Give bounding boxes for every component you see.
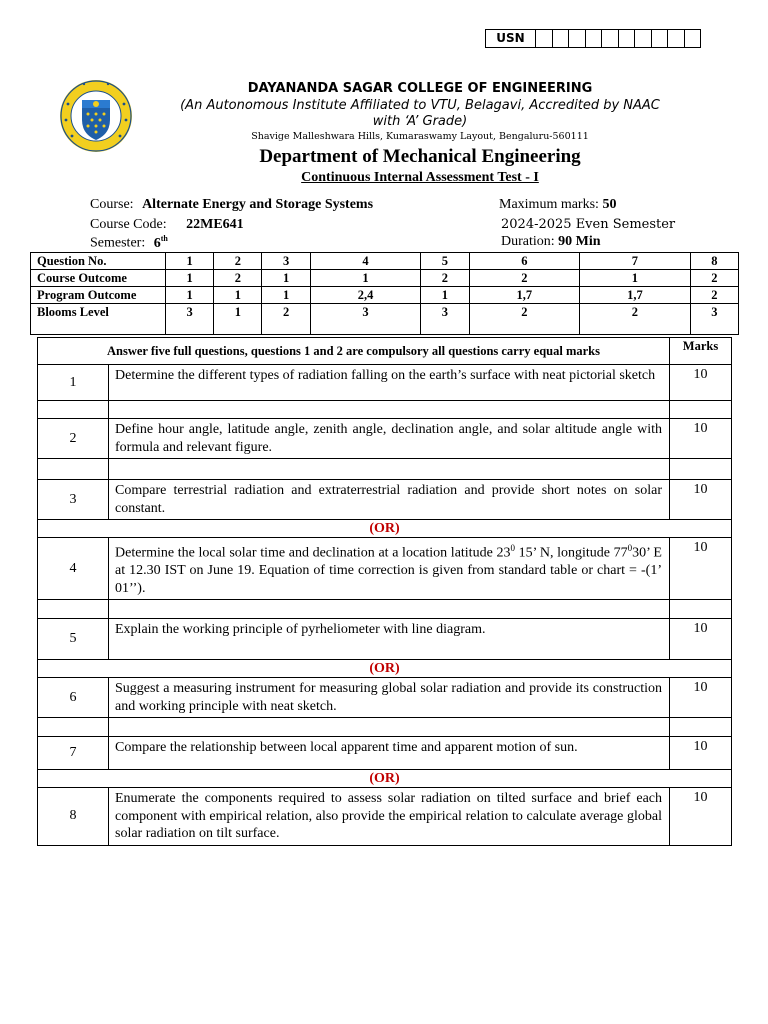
question-marks: 10 — [670, 678, 732, 718]
spacer-row — [38, 600, 732, 619]
cell: 7 — [580, 253, 691, 270]
usn-cell — [602, 30, 619, 47]
question-text: Compare the relationship between local apparent time and apparent motion of sun. — [109, 737, 670, 770]
usn-cell — [668, 30, 685, 47]
question-text-part: 30’ E at 12.30 IST on June 19. Equation of time correction is given from standard table or chart = -(1’ 01’’). — [115, 545, 662, 596]
cell: 1 — [262, 287, 310, 304]
cell: 6 — [469, 253, 580, 270]
question-row — [38, 480, 732, 520]
cell: 1 — [214, 304, 262, 335]
course-code-line — [90, 217, 244, 233]
department-title: Department of Mechanical Engineering — [259, 146, 581, 167]
cell: 2 — [580, 304, 691, 335]
question-row — [38, 737, 732, 770]
test-title: Continuous Internal Assessment Test - I — [301, 170, 539, 185]
or-row — [38, 660, 732, 678]
spacer-cell — [38, 459, 109, 480]
max-marks-label: Maximum marks: — [499, 197, 599, 212]
semester-sup: th — [160, 234, 168, 243]
question-row — [38, 619, 732, 660]
cell: 2 — [690, 270, 738, 287]
question-number: 8 — [38, 788, 109, 846]
question-text: Suggest a measuring instrument for measuring global solar radiation and provide its construction and working principle with neat sketch. — [109, 678, 670, 718]
cell: 1 — [580, 270, 691, 287]
question-text: Define hour angle, latitude angle, zenith angle, declination angle, and solar altitude angle with formula and relevant figure. — [109, 419, 670, 459]
max-marks-value: 50 — [602, 197, 617, 212]
question-marks: 10 — [670, 419, 732, 459]
cell: 2 — [421, 270, 469, 287]
outcome-table — [30, 252, 739, 335]
cell: 1 — [166, 253, 214, 270]
spacer-cell — [109, 401, 670, 419]
cell: 1 — [166, 287, 214, 304]
usn-label: USN — [486, 30, 536, 47]
question-text: Explain the working principle of pyrheliometer with line diagram. — [109, 619, 670, 660]
cell: 3 — [690, 304, 738, 335]
usn-cell — [635, 30, 652, 47]
spacer-cell — [38, 600, 109, 619]
question-number: 4 — [38, 538, 109, 600]
cell: 3 — [166, 304, 214, 335]
cell: 2 — [214, 270, 262, 287]
duration-line — [501, 234, 601, 250]
usn-cell — [553, 30, 570, 47]
spacer-row — [38, 401, 732, 419]
question-row — [38, 419, 732, 459]
question-marks: 10 — [670, 365, 732, 401]
semester-label: Semester: — [90, 235, 146, 251]
or-separator: (OR) — [38, 660, 732, 678]
cell: 2 — [262, 304, 310, 335]
cell: 1,7 — [580, 287, 691, 304]
college-logo-emblem — [58, 76, 134, 156]
course-outcome-row — [31, 270, 739, 287]
cell: 2 — [469, 304, 580, 335]
cell: 2,4 — [310, 287, 421, 304]
row-label: Course Outcome — [31, 270, 166, 287]
question-marks: 10 — [670, 788, 732, 846]
question-number: 5 — [38, 619, 109, 660]
college-affiliation — [140, 98, 700, 130]
blooms-level-row — [31, 304, 739, 335]
question-row — [38, 788, 732, 846]
affiliation-line-1: (An Autonomous Institute Affiliated to VTU, Belagavi, Accredited by NAAC — [180, 98, 660, 113]
spacer-cell — [109, 600, 670, 619]
cell: 1 — [310, 270, 421, 287]
question-text — [109, 538, 670, 600]
affiliation-line-2: with ‘A’ Grade) — [372, 114, 468, 129]
college-name: DAYANANDA SAGAR COLLEGE OF ENGINEERING — [247, 81, 593, 96]
cell: 3 — [262, 253, 310, 270]
row-label: Question No. — [31, 253, 166, 270]
cell: 1 — [214, 287, 262, 304]
degree-sup: 0 — [627, 543, 633, 553]
or-row — [38, 520, 732, 538]
or-separator: (OR) — [38, 520, 732, 538]
usn-cell — [569, 30, 586, 47]
spacer-cell — [670, 600, 732, 619]
spacer-cell — [38, 401, 109, 419]
question-number: 6 — [38, 678, 109, 718]
course-code-value: 22ME641 — [186, 217, 244, 232]
question-no-row — [31, 253, 739, 270]
cell: 1,7 — [469, 287, 580, 304]
question-number: 7 — [38, 737, 109, 770]
course-code-label: Course Code: — [90, 217, 167, 232]
question-text: Determine the different types of radiation falling on the earth’s surface with neat pictorial sketch — [109, 365, 670, 401]
spacer-cell — [670, 718, 732, 737]
question-row — [38, 365, 732, 401]
duration-label: Duration: — [501, 234, 555, 249]
duration-value: 90 Min — [558, 234, 601, 249]
usn-cell — [536, 30, 553, 47]
questions-table — [37, 337, 732, 846]
course-label: Course: — [90, 197, 134, 212]
cell: 5 — [421, 253, 469, 270]
cell: 2 — [469, 270, 580, 287]
cell: 1 — [421, 287, 469, 304]
question-text-part: 15’ N, longitude 77 — [514, 545, 628, 561]
course-value: Alternate Energy and Storage Systems — [142, 197, 374, 212]
usn-box — [485, 29, 701, 48]
cell: 1 — [166, 270, 214, 287]
spacer-cell — [38, 718, 109, 737]
spacer-row — [38, 459, 732, 480]
row-label: Blooms Level — [31, 304, 166, 335]
row-label: Program Outcome — [31, 287, 166, 304]
question-number: 2 — [38, 419, 109, 459]
question-text: Compare terrestrial radiation and extraterrestrial radiation and provide short notes on solar constant. — [109, 480, 670, 520]
question-text-part: Determine the local solar time and declination at a location latitude 23 — [115, 545, 511, 561]
cell: 4 — [310, 253, 421, 270]
question-number: 1 — [38, 365, 109, 401]
question-number: 3 — [38, 480, 109, 520]
usn-cell — [619, 30, 636, 47]
question-row — [38, 538, 732, 600]
usn-cell — [652, 30, 669, 47]
cell: 8 — [690, 253, 738, 270]
cell: 3 — [310, 304, 421, 335]
instruction-text: Answer five full questions, questions 1 and 2 are compulsory all questions carry equal marks — [38, 338, 670, 365]
max-marks-line — [499, 197, 616, 213]
semester-value: 6 — [153, 235, 161, 251]
question-marks: 10 — [670, 538, 732, 600]
question-row — [38, 678, 732, 718]
semester-line — [90, 234, 168, 252]
marks-header: Marks — [670, 338, 732, 365]
usn-cell — [685, 30, 701, 47]
or-row — [38, 770, 732, 788]
program-outcome-row — [31, 287, 739, 304]
spacer-cell — [109, 459, 670, 480]
semester-term: 2024-2025 Even Semester — [501, 217, 676, 232]
spacer-row — [38, 718, 732, 737]
cell: 2 — [690, 287, 738, 304]
question-text: Enumerate the components required to assess solar radiation on tilted surface and brief each component with empirical relation, also provide the empirical relation to calculate average global solar radiation on tilt surface. — [109, 788, 670, 846]
cell: 1 — [262, 270, 310, 287]
question-marks: 10 — [670, 480, 732, 520]
course-line — [90, 197, 373, 213]
cell: 3 — [421, 304, 469, 335]
spacer-cell — [670, 401, 732, 419]
spacer-cell — [670, 459, 732, 480]
instruction-row — [38, 338, 732, 365]
cell: 2 — [214, 253, 262, 270]
question-marks: 10 — [670, 737, 732, 770]
question-marks: 10 — [670, 619, 732, 660]
usn-cell — [586, 30, 603, 47]
spacer-cell — [109, 718, 670, 737]
or-separator: (OR) — [38, 770, 732, 788]
college-address: Shavige Malleshwara Hills, Kumaraswamy Layout, Bengaluru-560111 — [251, 131, 589, 142]
degree-sup: 0 — [510, 543, 515, 553]
